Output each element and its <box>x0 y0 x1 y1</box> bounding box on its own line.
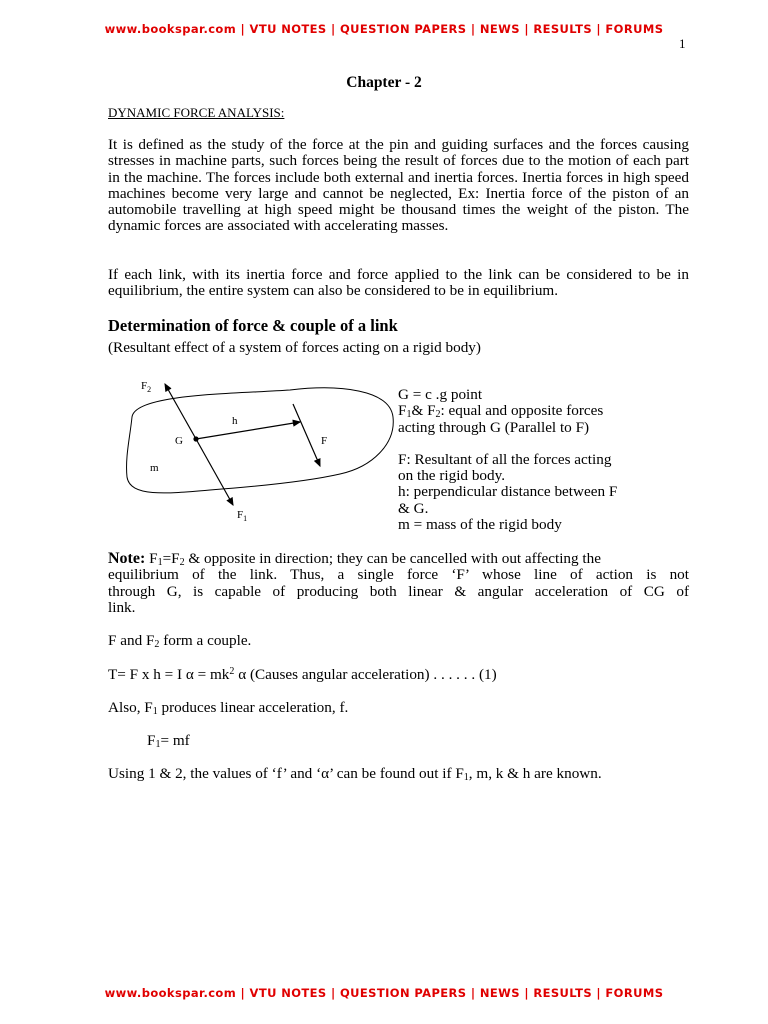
note-paragraph: Note: $F_1=F_2$ & opposite in direction; they can be cancelled with out affecting the equilibrium of the link. Thus, a single force ‘F’ whose line of action is not through G, is capable of producing both linear & angular acceleration of CG of link. <box>108 550 689 616</box>
couple-line: F and $F_2$ form a couple. <box>108 632 252 650</box>
subheading-note: (Resultant effect of a system of forces acting on a rigid body) <box>108 339 481 356</box>
header-banner[interactable]: www.bookspar.com | VTU NOTES | QUESTION PAPERS | NEWS | RESULTS | FORUMS <box>104 22 664 36</box>
force-equation: $F_1=$ mf <box>147 732 190 750</box>
legend-m: m = mass of the rigid body <box>398 516 562 534</box>
legend-h-2: & G. <box>398 499 429 517</box>
label-f: F <box>321 435 328 447</box>
legend-h-1: h: perpendicular distance between F <box>398 483 618 501</box>
footer-banner[interactable]: www.bookspar.com | VTU NOTES | QUESTION PAPERS | NEWS | RESULTS | FORUMS <box>104 986 664 1000</box>
subheading: Determination of force & couple of a link <box>108 316 398 335</box>
linear-acceleration-line: Also, $F_1$ produces linear acceleration, f. <box>108 699 349 717</box>
distance-h-line <box>196 422 300 439</box>
force-f1-arrow <box>196 439 233 505</box>
label-f1: $F_1$ <box>237 509 248 523</box>
rigid-body-outline <box>127 388 394 493</box>
page-number: 1 <box>679 36 686 51</box>
label-g: G <box>175 435 183 447</box>
legend-acting: acting through G (Parallel to F) <box>398 418 590 436</box>
torque-equation: T= F x h = I $\alpha = mk^2$ α (Causes angular acceleration) . . . . . . (1) <box>108 666 497 683</box>
legend-g: G = c .g point <box>398 386 483 403</box>
legend-f1f2: $F_1\&$ $F_2$: equal and opposite forces <box>398 402 604 421</box>
label-f2: $F_2$ <box>141 380 152 394</box>
diagram-legend <box>398 387 698 533</box>
intro-paragraph: It is defined as the study of the force at the pin and guiding surfaces and the forces causing stresses in machine parts, such forces being the result of forces due to the motion of each part in the machine. The forces include both external and inertia forces. Inertia forces in high speed machines become very large and cannot be neglected, Ex: Inertia force of the piston of an automobile travelling at high speed might be thousand times the weight of the piston. The dynamic forces are associated with accelerating masses. <box>108 136 689 235</box>
final-line: Using 1 & 2, the values of ‘f’ and ‘α’ can be found out if $F_1$, m, k & h are known. <box>108 765 602 783</box>
label-h: h <box>232 415 238 427</box>
rigid-body-diagram <box>110 372 400 527</box>
force-f2-arrow <box>165 384 196 439</box>
legend-f-1: F: Resultant of all the forces acting <box>398 450 612 468</box>
label-m: m <box>150 462 159 474</box>
section-heading: DYNAMIC FORCE ANALYSIS: <box>108 105 285 120</box>
chapter-title: Chapter - 2 <box>346 74 422 91</box>
cg-point <box>193 436 198 441</box>
legend-f-2: on the rigid body. <box>398 467 506 485</box>
equilibrium-paragraph: If each link, with its inertia force and force applied to the link can be considered to be in equilibrium, the entire system can also be considered to be in equilibrium. <box>108 266 689 300</box>
force-f-arrow <box>293 404 320 466</box>
